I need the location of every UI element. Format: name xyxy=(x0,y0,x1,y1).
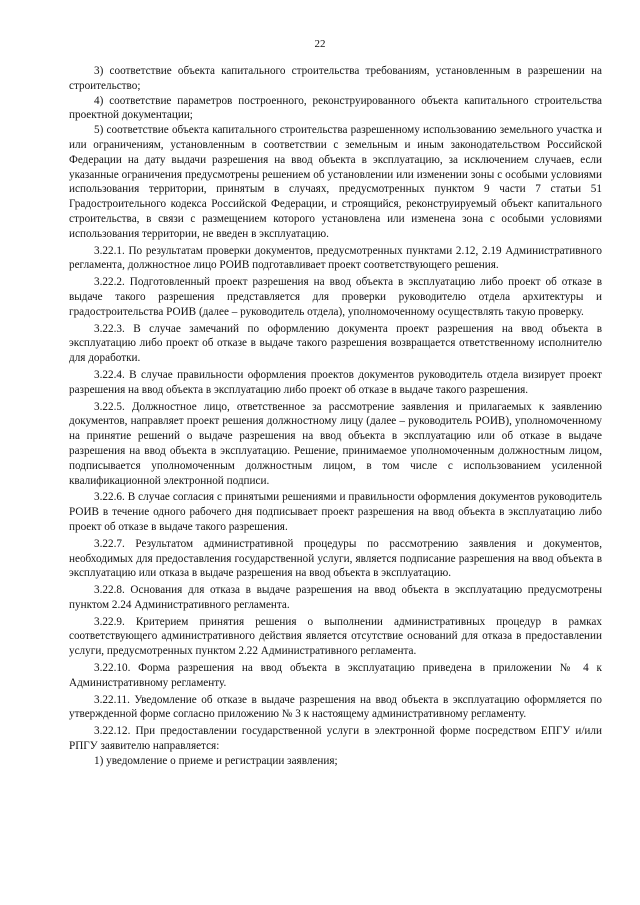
paragraph: 3.22.10. Форма разрешения на ввод объекта в эксплуатацию приведена в приложении № 4 к Административному регламенту. xyxy=(69,662,602,689)
paragraph: 3.22.4. В случае правильности оформления проектов документов руководитель отдела визирует проект разрешения на ввод объекта в эксплуатацию либо проект об отказе в выдаче такого разрешения. xyxy=(69,368,602,396)
paragraph: 3.22.3. В случае замечаний по оформлению документа проект разрешения на ввод объекта в эксплуатацию либо проект об отказе в выдаче такого разрешения возвращается ответственному исполнителю для доработки. xyxy=(69,322,602,365)
page-number: 22 xyxy=(314,38,326,50)
paragraph: 3.22.11. Уведомление об отказе в выдаче разрешения на ввод объекта в эксплуатацию оформляется по утвержденной форме согласно приложению № 3 к настоящему административному регламенту. xyxy=(69,693,602,721)
paragraph: 5) соответствие объекта капитального строительства разрешенному использованию земельного участка и или ограничениям, установленным в соответствии с земельным и иным законодательством Российской Федерации на дату выдачи разрешения на ввод объекта в эксплуатацию, за исключением случаев, если указанные ограничения предусмотрены решением об установлении или изменении зоны с особыми условиями использования территории, принятым в случаях, предусмотренных пунктом 9 части 7 статьи 51 Градостроительного кодекса Российской Федерации, и строящийся, реконструируемый объект капитального строительства, в связи с размещением которого установлена или изменена зона с особыми условиями использования территории, не введен в эксплуатацию. xyxy=(69,124,602,240)
paragraph: 3.22.8. Основания для отказа в выдаче разрешения на ввод объекта в эксплуатацию предусмотрены пунктом 2.24 Административного регламента. xyxy=(69,584,602,611)
paragraph: 3.22.9. Критерием принятия решения о выполнении административных процедур в рамках соответствующего административного действия является отсутствие оснований для отказа в предоставлении услуги, предусмотренных пунктом 2.22 Административного регламента. xyxy=(69,615,602,658)
paragraph: 3) соответствие объекта капитального строительства требованиям, установленным в разрешении на строительство; xyxy=(69,65,602,92)
paragraph: 4) соответствие параметров построенного, реконструированного объекта капитального строительства проектной документации; xyxy=(69,94,602,122)
paragraph: 3.22.6. В случае согласия с принятыми решениями и правильности оформления документов руководитель РОИВ в течение одного рабочего дня подписывает проект разрешения на ввод объекта в эксплуатацию либо проект об отказе в выдаче такого разрешения. xyxy=(69,491,602,533)
paragraph: 3.22.7. Результатом административной процедуры по рассмотрению заявления и документов, необходимых для предоставления государственной услуги, является подписание разрешения на ввод объекта в эксплуатацию или отказа в выдаче разрешения на ввод объекта в эксплуатацию. xyxy=(69,537,602,580)
paragraph: 3.22.2. Подготовленный проект разрешения на ввод объекта в эксплуатацию либо проект об отказе в выдаче такого разрешения представляется для проверки руководителю отдела архитектуры и градостроительства РОИВ (далее – руководитель отдела), уполномоченному осуществлять такую проверку. xyxy=(69,276,602,318)
paragraph: 1) уведомление о приеме и регистрации заявления; xyxy=(94,754,338,767)
document-body xyxy=(69,64,602,769)
paragraph: 3.22.1. По результатам проверки документов, предусмотренных пунктами 2.12, 2.19 Административного регламента, должностное лицо РОИВ подготавливает проект соответствующего решения. xyxy=(69,244,602,272)
paragraph: 3.22.12. При предоставлении государственной услуги в электронной форме посредством ЕПГУ и/или РПГУ заявителю направляется: xyxy=(69,725,602,753)
paragraph: 3.22.5. Должностное лицо, ответственное за рассмотрение заявления и прилагаемых к заявлению документов, направляет проект решения должностному лицу (далее – руководитель РОИВ), уполномоченному на принятие решений о выдаче разрешения на ввод объекта в эксплуатацию или об отказе в выдаче разрешения на ввод объекта в эксплуатацию. Решение, принимаемое уполномоченным должностным лицом, подписывается уполномоченным должностным лицом, в том числе с использованием усиленной квалификационной электронной подписи. xyxy=(69,400,602,487)
